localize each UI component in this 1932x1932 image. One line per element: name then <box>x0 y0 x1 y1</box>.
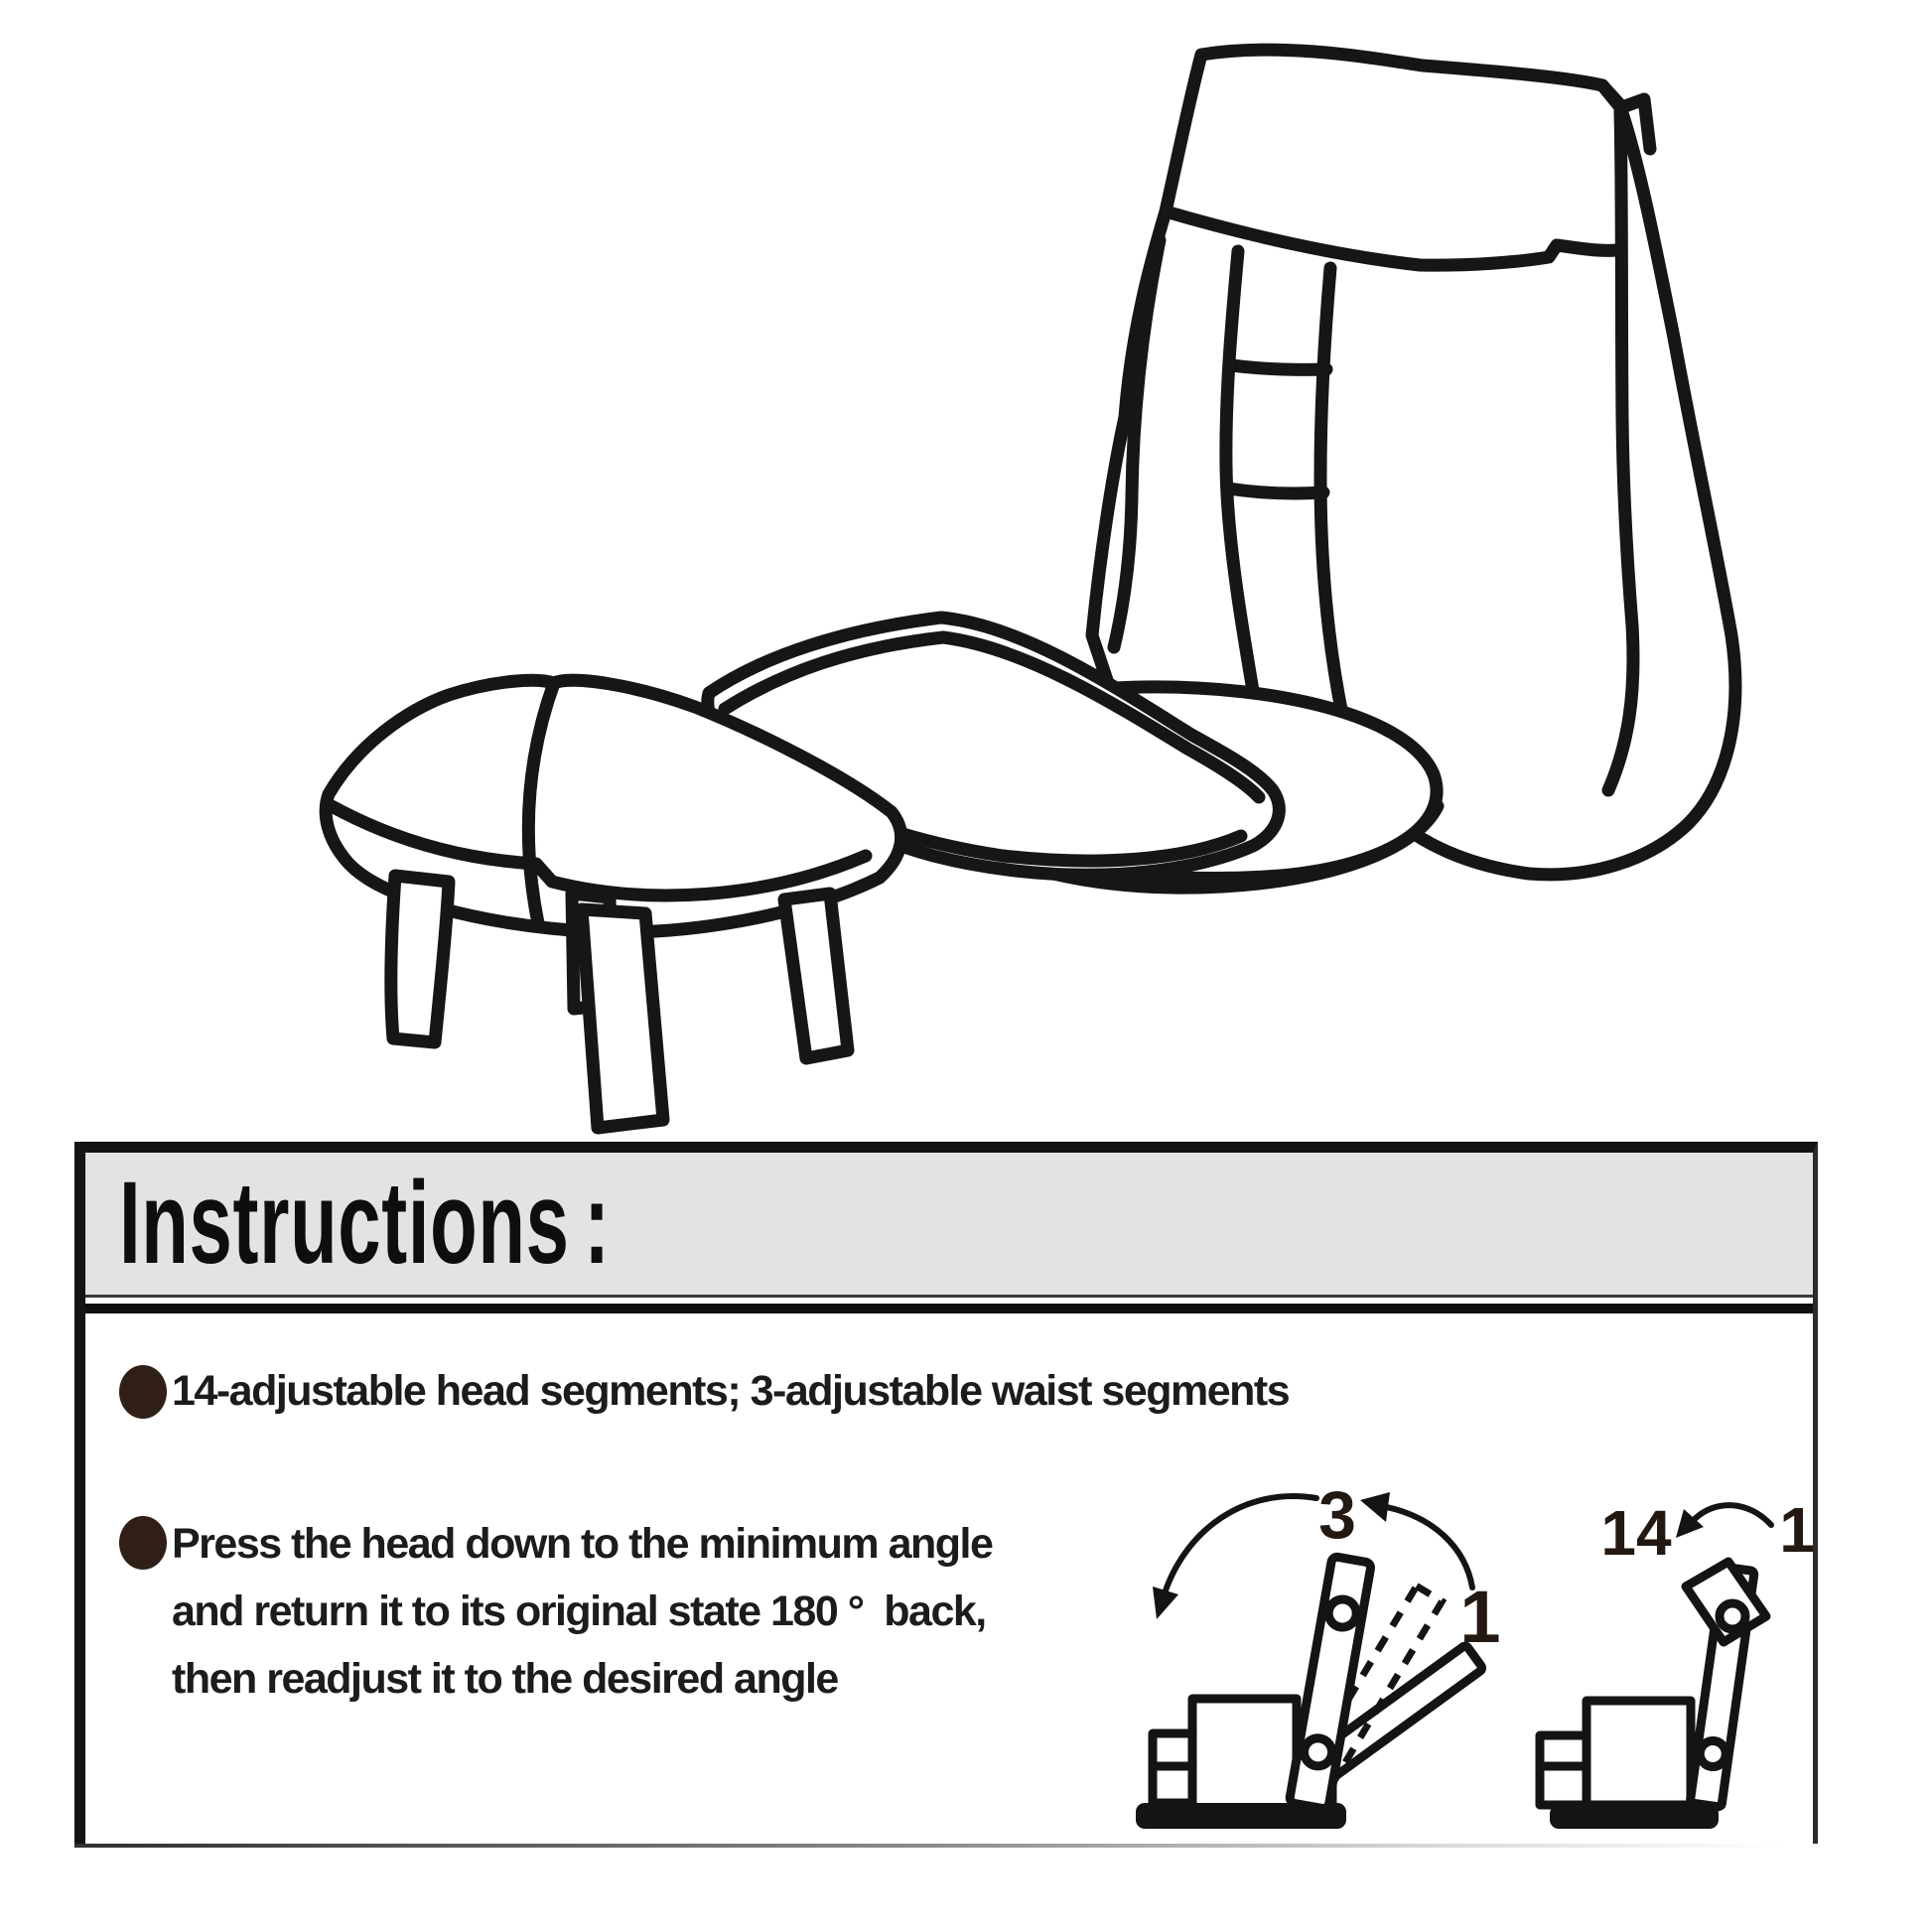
header-divider <box>85 1304 1813 1313</box>
chair-strip-crossbar-1 <box>1231 365 1326 369</box>
diagram-base-block <box>1153 1733 1192 1766</box>
diagram-base-pad <box>1550 1805 1719 1829</box>
diagram-base-block <box>1587 1701 1691 1805</box>
rotation-arc <box>1692 1505 1771 1525</box>
arrowhead <box>1360 1492 1390 1522</box>
diagram-base-block <box>1540 1735 1587 1766</box>
label-waist-segments: 3 <box>1318 1477 1356 1553</box>
waist-adjustment-diagram <box>1096 1449 1527 1848</box>
instructions-title-colon: : <box>584 1158 611 1289</box>
chair-strip-crossbar-2 <box>1228 488 1323 493</box>
backrest-bar-upright <box>1289 1556 1371 1809</box>
hinge-hole <box>1699 1739 1727 1768</box>
ottoman-leg <box>582 909 663 1128</box>
diagram-base-block <box>1192 1699 1297 1814</box>
hinge-hole <box>1720 1603 1745 1629</box>
bullet-dot <box>119 1365 167 1419</box>
instructions-header <box>85 1153 1813 1298</box>
instructions-title-word: Instructions <box>119 1158 570 1289</box>
bullet-2-line-1: Press the head down to the minimum angle <box>172 1520 993 1568</box>
hinge-hole <box>1302 1736 1333 1768</box>
diagram-base-block <box>1153 1766 1192 1803</box>
bullet-item-2 <box>119 1510 992 1713</box>
label-start-position: 1 <box>1779 1494 1815 1566</box>
ottoman-leg <box>391 876 449 1042</box>
bullet-item-1 <box>119 1363 1289 1419</box>
arrowhead <box>1153 1587 1178 1619</box>
instructions-panel <box>74 1142 1818 1844</box>
bullet-1-text: 14-adjustable head segments; 3-adjustable waist segments <box>172 1367 1290 1415</box>
rotation-arc-right <box>1382 1506 1472 1587</box>
ottoman-leg <box>784 894 848 1058</box>
bullet-2-line-3: then readjust it to the desired angle <box>172 1655 838 1703</box>
diagram-base-block <box>1540 1766 1587 1805</box>
bullet-dot <box>119 1516 167 1570</box>
rotation-arc-left <box>1163 1496 1316 1599</box>
bullet-2-line-2: and return it to its original state 180 ° back, <box>172 1587 986 1635</box>
instructions-title <box>119 1153 611 1295</box>
hinge-hole <box>1326 1597 1358 1629</box>
label-head-segments: 14 <box>1600 1497 1672 1569</box>
label-start-position: 1 <box>1459 1576 1501 1658</box>
head-adjustment-diagram <box>1525 1456 1825 1848</box>
